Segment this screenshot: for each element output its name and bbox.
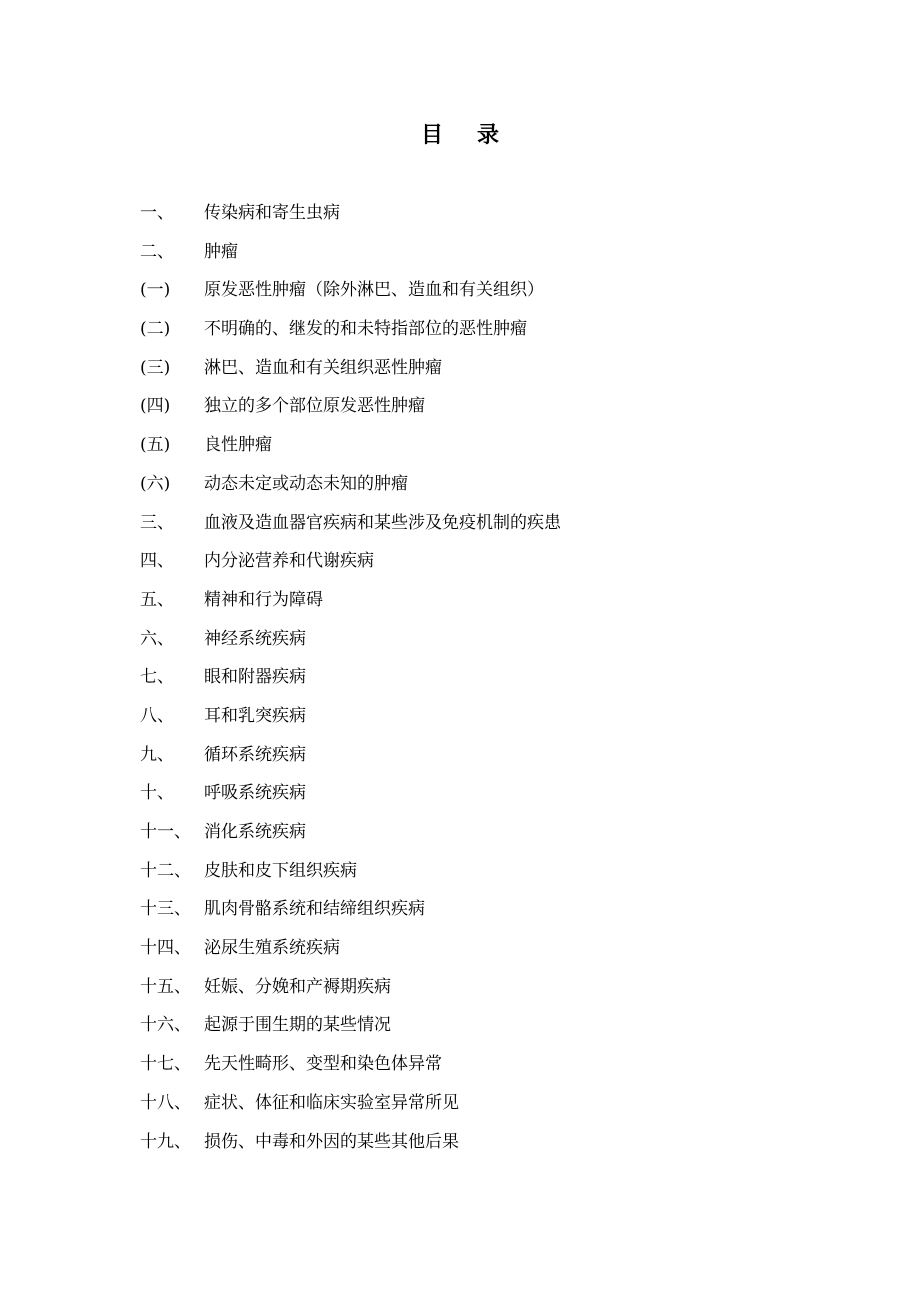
toc-entry[interactable] [140, 1127, 840, 1166]
toc-entry-number: (四) [140, 396, 171, 417]
toc-entry-title: 妊娠、分娩和产褥期疾病 [204, 976, 391, 997]
toc-entry-number: 七、 [140, 667, 174, 688]
toc-entry-number: (三) [140, 357, 171, 378]
toc-entry-title: 良性肿瘤 [204, 435, 272, 456]
toc-entry[interactable] [140, 275, 840, 314]
toc-entry-title: 起源于围生期的某些情况 [204, 1015, 391, 1036]
toc-entry[interactable] [140, 701, 840, 740]
toc-entry-number: 二、 [140, 241, 174, 262]
toc-entry-number: 十五、 [140, 976, 191, 997]
toc-entry-number: 四、 [140, 551, 174, 572]
toc-entry[interactable] [140, 237, 840, 276]
toc-entry[interactable] [140, 778, 840, 817]
toc-entry[interactable] [140, 624, 840, 663]
toc-entry[interactable] [140, 894, 840, 933]
toc-entry-number: (六) [140, 473, 171, 494]
table-of-contents [140, 198, 840, 1165]
toc-entry-title: 神经系统疾病 [204, 628, 306, 649]
toc-entry-number: 十一、 [140, 822, 191, 842]
toc-entry[interactable] [140, 1088, 840, 1127]
toc-entry-title: 呼吸系统疾病 [204, 783, 306, 804]
toc-entry-title: 传染病和寄生虫病 [204, 203, 340, 223]
page-title [0, 118, 920, 149]
toc-entry[interactable] [140, 1049, 840, 1088]
toc-entry-title: 症状、体征和临床实验室异常所见 [204, 1092, 459, 1113]
toc-entry[interactable] [140, 585, 840, 624]
toc-entry-title: 消化系统疾病 [204, 822, 306, 842]
toc-entry-title: 内分泌营养和代谢疾病 [204, 551, 374, 572]
toc-entry-title: 眼和附器疾病 [204, 667, 306, 688]
toc-entry[interactable] [140, 198, 840, 237]
toc-entry-number: 十、 [140, 783, 174, 804]
toc-entry[interactable] [140, 933, 840, 972]
toc-entry-title: 精神和行为障碍 [204, 589, 323, 610]
toc-entry-number: 十三、 [140, 899, 191, 920]
toc-entry-title: 耳和乳突疾病 [204, 705, 306, 726]
toc-entry[interactable] [140, 1010, 840, 1049]
page-title-part-2: 录 [477, 122, 500, 148]
toc-entry-number: 六、 [140, 628, 174, 649]
toc-entry[interactable] [140, 430, 840, 469]
toc-entry-number: 八、 [140, 705, 174, 726]
toc-entry-number: (一) [140, 280, 171, 301]
toc-entry-number: 十九、 [140, 1131, 191, 1152]
toc-entry[interactable] [140, 817, 840, 856]
toc-entry-title: 肌肉骨骼系统和结缔组织疾病 [204, 899, 425, 920]
toc-entry[interactable] [140, 662, 840, 701]
toc-entry[interactable] [140, 353, 840, 392]
page-title-part-1: 目 [420, 122, 443, 148]
toc-entry-number: 十四、 [140, 938, 191, 959]
toc-entry-number: 三、 [140, 512, 174, 533]
toc-entry[interactable] [140, 391, 840, 430]
toc-entry-title: 独立的多个部位原发恶性肿瘤 [204, 396, 425, 417]
toc-entry-title: 损伤、中毒和外因的某些其他后果 [204, 1131, 459, 1152]
toc-entry-number: (二) [140, 319, 171, 340]
toc-entry-title: 循环系统疾病 [204, 744, 306, 765]
toc-entry-number: 十六、 [140, 1015, 191, 1036]
toc-entry-title: 淋巴、造血和有关组织恶性肿瘤 [204, 357, 442, 378]
toc-entry-number: 一、 [140, 203, 174, 223]
toc-entry-title: 血液及造血器官疾病和某些涉及免疫机制的疾患 [204, 512, 561, 533]
toc-entry-title: 动态未定或动态未知的肿瘤 [204, 473, 408, 494]
toc-entry-title: 皮肤和皮下组织疾病 [204, 860, 357, 881]
toc-entry-number: (五) [140, 435, 171, 456]
toc-entry[interactable] [140, 856, 840, 895]
toc-entry-number: 九、 [140, 744, 174, 765]
toc-entry[interactable] [140, 740, 840, 779]
toc-entry[interactable] [140, 469, 840, 508]
toc-entry-title: 原发恶性肿瘤（除外淋巴、造血和有关组织） [204, 280, 544, 301]
toc-entry[interactable] [140, 508, 840, 547]
toc-entry-number: 十七、 [140, 1054, 191, 1075]
toc-entry-title: 肿瘤 [204, 241, 238, 262]
toc-entry-title: 先天性畸形、变型和染色体异常 [204, 1054, 442, 1075]
toc-entry-number: 五、 [140, 589, 174, 610]
toc-entry[interactable] [140, 972, 840, 1011]
toc-entry[interactable] [140, 546, 840, 585]
toc-entry-number: 十八、 [140, 1092, 191, 1113]
toc-entry-title: 不明确的、继发的和未特指部位的恶性肿瘤 [204, 319, 527, 340]
toc-entry-title: 泌尿生殖系统疾病 [204, 938, 340, 959]
toc-entry[interactable] [140, 314, 840, 353]
toc-entry-number: 十二、 [140, 860, 191, 881]
